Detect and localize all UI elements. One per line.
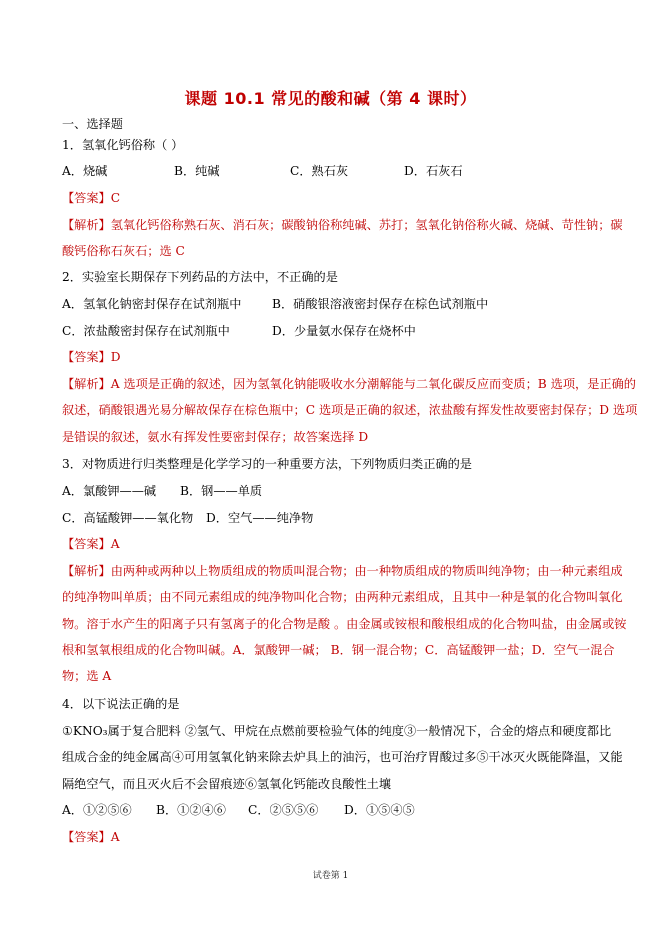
question-1-stem: 1．氢氧化钙俗称（ ） (62, 138, 184, 152)
q4-body-line-1: ①KNO₃属于复合肥料 ②氢气、甲烷在点燃前要检验气体的纯度③一般情况下，合金的熔点和硬度都比 (62, 724, 612, 738)
q2-analysis-line-2: 叙述，硝酸银遇光易分解故保存在棕色瓶中；C 选项是正确的叙述，浓盐酸有挥发性故要密封保存；D 选项 (62, 403, 638, 417)
q3-option-c: C．高锰酸钾——氧化物 (62, 511, 194, 525)
q3-analysis-line-4: 根和氢氧根组成的化合物叫碱。A．氯酸钾一碱； B．钢一混合物；C．高锰酸钾一盐；D．空气一混合 (62, 643, 615, 657)
q2-answer: 【答案】D (62, 350, 121, 364)
q4-option-d: D．①⑤④⑤ (344, 803, 415, 817)
q3-analysis-line-1: 【解析】由两种或两种以上物质组成的物质叫混合物；由一种物质组成的物质叫纯净物；由一种元素组成 (62, 564, 623, 578)
q2-analysis-line-3: 是错误的叙述，氨水有挥发性要密封保存；故答案选择 D (62, 430, 369, 444)
q3-option-b: B．钢——单质 (180, 484, 263, 498)
q1-option-a: A．烧碱 (62, 164, 108, 178)
q1-analysis-line-1: 【解析】氢氧化钙俗称熟石灰、消石灰；碳酸钠俗称纯碱、苏打；氢氧化钠俗称火碱、烧碱、苛性钠；碳 (62, 218, 623, 232)
q1-option-c: C．熟石灰 (290, 164, 349, 178)
q3-option-a: A．氯酸钾——碱 (62, 484, 157, 498)
q2-option-c: C．浓盐酸密封保存在试剂瓶中 (62, 324, 230, 338)
q1-option-d: D．石灰石 (404, 164, 463, 178)
q4-option-b: B．①②④⑥ (156, 803, 226, 817)
q4-option-a: A．①②⑤⑥ (62, 803, 132, 817)
page-title: 课题 10.1 常见的酸和碱（第 4 课时） (184, 89, 477, 108)
q4-body-line-2: 组成合金的纯金属高④可用氢氧化钠来除去炉具上的油污，也可治疗胃酸过多⑤干冰灭火既能降温，又能 (62, 750, 623, 764)
q3-option-d: D．空气——纯净物 (206, 511, 314, 525)
q3-answer: 【答案】A (62, 537, 120, 551)
q1-option-b: B．纯碱 (174, 164, 220, 178)
q4-option-c: C．②⑤⑤⑥ (248, 803, 319, 817)
question-2-stem: 2．实验室长期保存下列药品的方法中，不正确的是 (62, 270, 338, 284)
q3-analysis-line-5: 物；选 A (62, 669, 112, 683)
section-heading: 一、选择题 (62, 117, 123, 131)
q2-option-b: B．硝酸银溶液密封保存在棕色试剂瓶中 (272, 297, 489, 311)
q2-option-a: A．氢氧化钠密封保存在试剂瓶中 (62, 297, 242, 311)
q4-body-line-3: 隔绝空气，而且灭火后不会留痕迹⑥氢氧化钙能改良酸性土壤 (62, 777, 392, 791)
q1-answer: 【答案】C (62, 191, 121, 205)
question-4-stem: 4．以下说法正确的是 (62, 697, 180, 711)
q3-analysis-line-3: 物。溶于水产生的阳离子只有氢离子的化合物是酸 。由金属或铵根和酸根组成的化合物叫盐，由金属或铵 (62, 617, 627, 631)
q2-option-d: D．少量氨水保存在烧杯中 (272, 324, 416, 338)
question-3-stem: 3．对物质进行归类整理是化学学习的一种重要方法，下列物质归类正确的是 (62, 457, 472, 471)
q2-analysis-line-1: 【解析】A 选项是正确的叙述，因为氢氧化钠能吸收水分潮解能与二氧化碳反应而变质；B 选项，是正确的 (62, 377, 636, 391)
q1-analysis-line-2: 酸钙俗称石灰石；选 C (62, 244, 185, 258)
page-footer: 试卷第 1 (312, 871, 349, 881)
q3-analysis-line-2: 的纯净物叫单质；由不同元素组成的纯净物叫化合物；由两种元素组成，且其中一种是氧的化合物叫氧化 (62, 590, 623, 604)
q4-answer: 【答案】A (62, 830, 120, 844)
